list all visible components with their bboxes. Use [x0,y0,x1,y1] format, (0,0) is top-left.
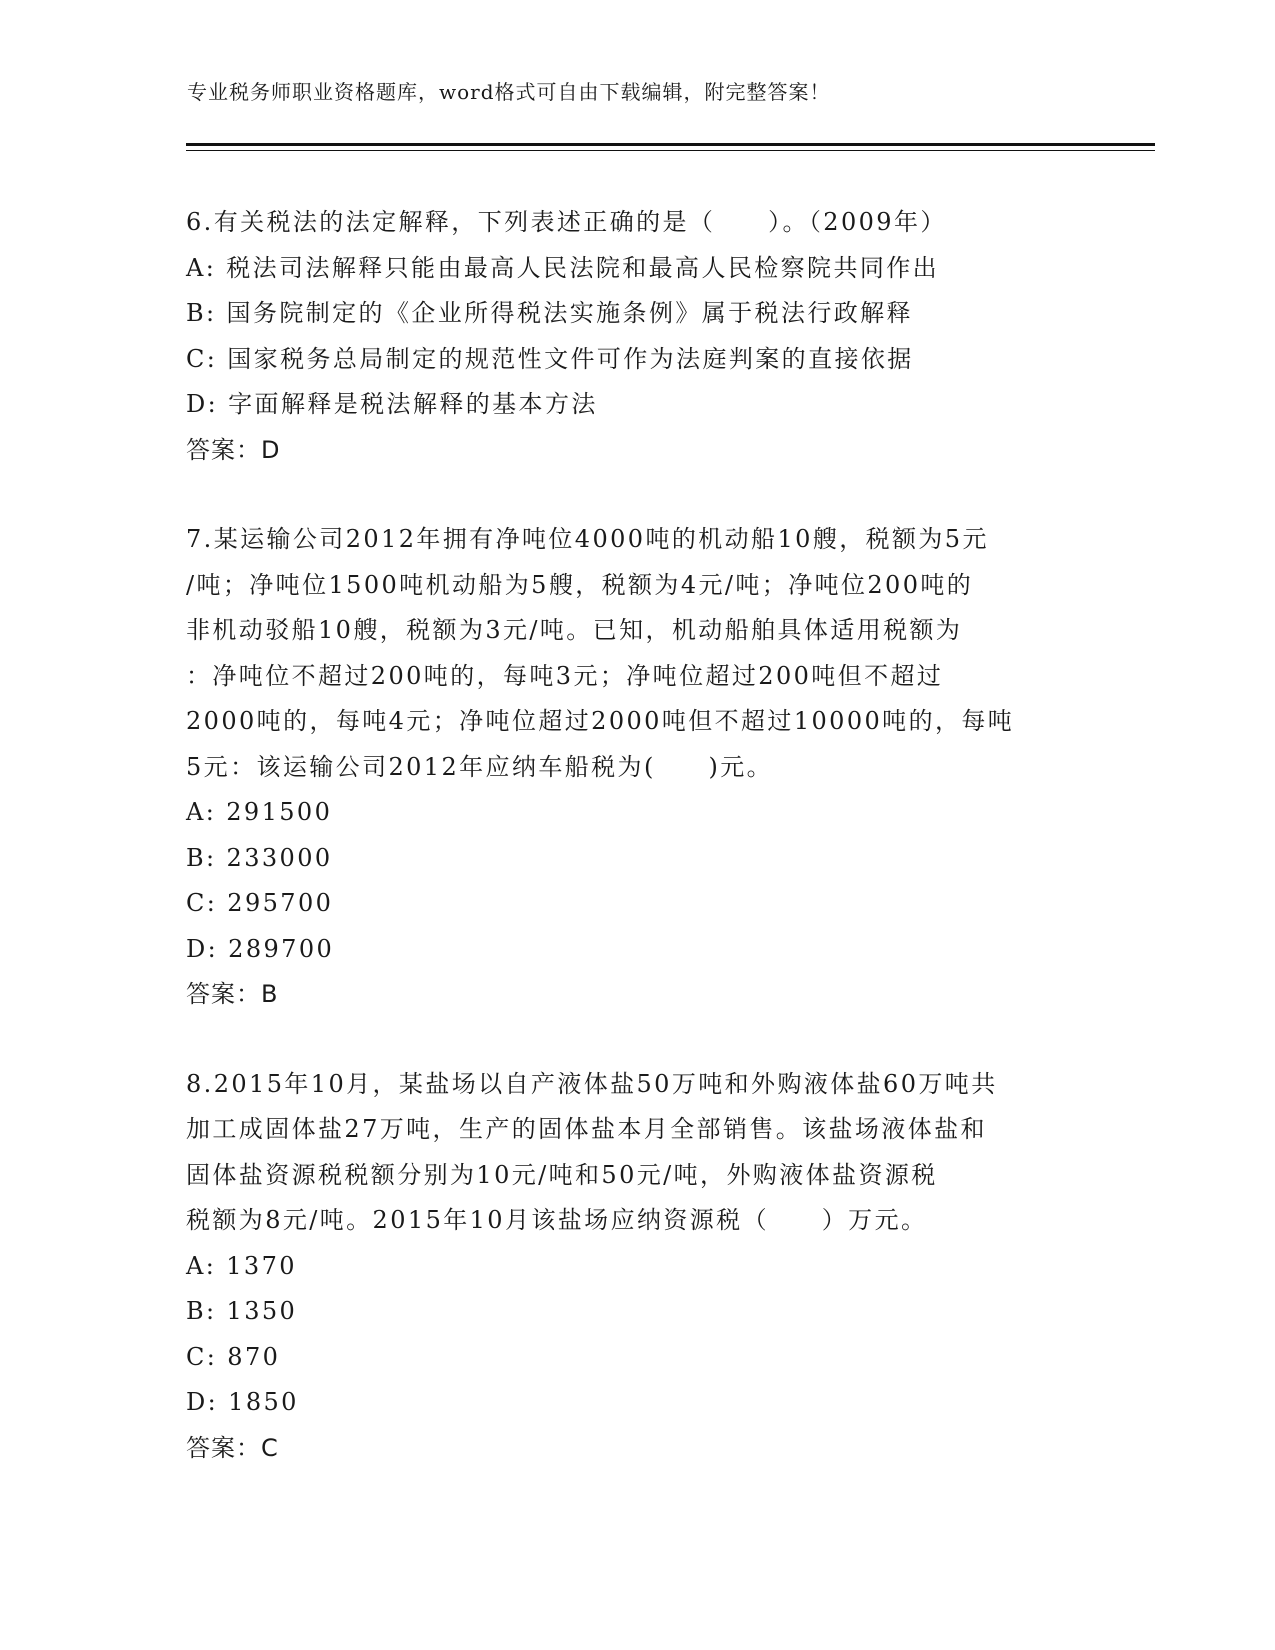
option-d: D: 289700 [186,934,335,963]
question-stem: 固体盐资源税税额分别为10元/吨和50元/吨，外购液体盐资源税 [186,1160,938,1189]
option-b: B: 国务院制定的《企业所得税法实施条例》属于税法行政解释 [186,299,913,327]
option-b: B: 233000 [186,843,333,872]
answer: 答案：C [186,1433,279,1462]
header-rule-thick [186,143,1155,146]
option-c: C: 295700 [186,889,334,917]
answer: 答案：D [186,435,281,464]
question-stem: ：净吨位不超过200吨的，每吨3元；净吨位超过200吨但不超过 [186,661,944,690]
question-stem: 税额为8元/吨。2015年10月该盐场应纳资源税（ ）万元。 [186,1206,928,1234]
question-stem: 5元：该运输公司2012年应纳车船税为( )元。 [186,752,774,781]
question-list [186,200,1086,1515]
question-stem: /吨；净吨位1500吨机动船为5艘，税额为4元/吨；净吨位200吨的 [186,570,974,599]
option-a: A: 税法司法解释只能由最高人民法院和最高人民检察院共同作出 [186,253,940,282]
option-d: D: 1850 [186,1388,299,1416]
option-d: D: 字面解释是税法解释的基本方法 [186,390,598,418]
page-header: 专业税务师职业资格题库，word格式可自由下载编辑，附完整答案！ [187,80,831,104]
question-stem: 2000吨的，每吨4元；净吨位超过2000吨但不超过10000吨的，每吨 [186,707,1015,735]
question-stem: 6.有关税法的法定解释，下列表述正确的是（ ）。（2009年） [186,208,947,236]
question-stem: 8.2015年10月，某盐场以自产液体盐50万吨和外购液体盐60万吨共 [186,1069,998,1098]
option-a: A: 291500 [186,798,333,826]
question-8 [186,1062,1086,1472]
question-stem: 加工成固体盐27万吨，生产的固体盐本月全部销售。该盐场液体盐和 [186,1115,987,1143]
question-stem: 7.某运输公司2012年拥有净吨位4000吨的机动船10艘，税额为5元 [186,525,989,553]
question-7 [186,517,1086,1018]
question-6 [186,200,1086,473]
option-c: C: 870 [186,1342,281,1371]
question-stem: 非机动驳船10艘，税额为3元/吨。已知，机动船舶具体适用税额为 [186,616,963,644]
option-c: C: 国家税务总局制定的规范性文件可作为法庭判案的直接依据 [186,344,914,373]
option-a: A: 1370 [186,1251,297,1280]
answer: 答案：B [186,980,279,1008]
header-rule-thin [186,150,1155,151]
option-b: B: 1350 [186,1297,298,1325]
